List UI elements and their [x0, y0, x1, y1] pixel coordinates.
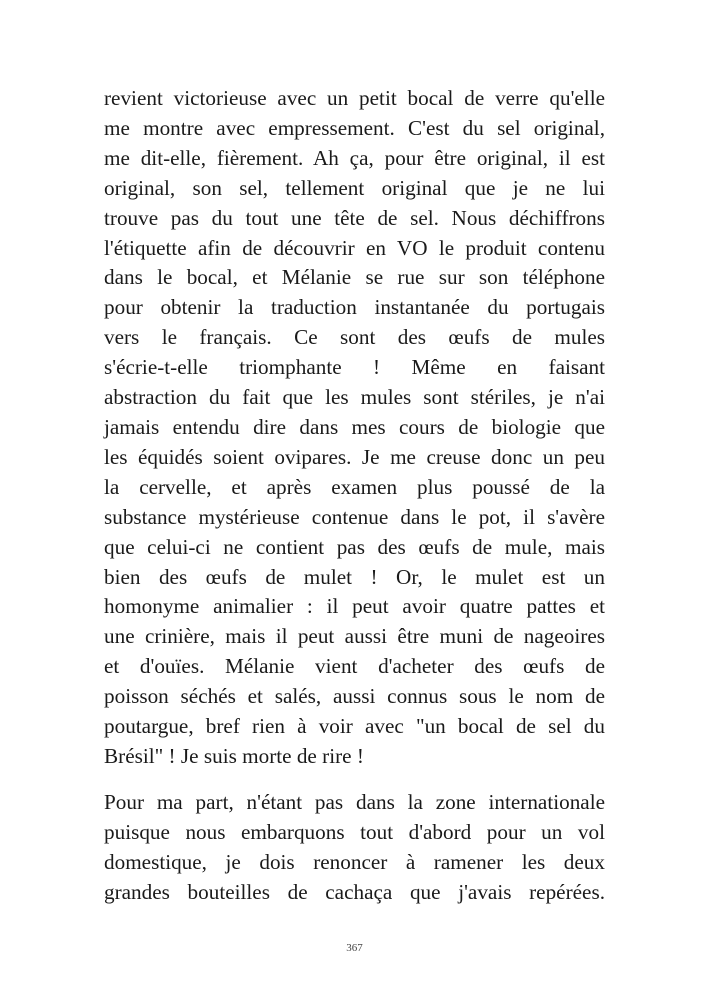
- paragraph-2: [104, 788, 605, 908]
- text-line: l'étiquette afin de découvrir en VO le produit contenu: [104, 235, 605, 260]
- text-line: original, son sel, tellement original que je ne lui: [104, 175, 605, 200]
- text-line: me dit-elle, fièrement. Ah ça, pour être original, il est: [104, 145, 605, 170]
- text-line: une crinière, mais il peut aussi être muni de nageoires: [104, 624, 605, 649]
- text-line: me montre avec empressement. C'est du sel original,: [104, 115, 605, 140]
- text-line: poutargue, bref rien à voir avec "un bocal de sel du: [104, 714, 605, 739]
- text-line: s'écrie-t-elle triomphante ! Même en faisant: [104, 355, 605, 380]
- text-line: que celui-ci ne contient pas des œufs de mule, mais: [104, 534, 605, 559]
- text-line: et d'ouïes. Mélanie vient d'acheter des œufs de: [104, 654, 605, 679]
- text-line: la cervelle, et après examen plus poussé de la: [104, 474, 605, 499]
- text-line: domestique, je dois renoncer à ramener les deux: [104, 849, 605, 874]
- page-number: 367: [346, 942, 363, 954]
- text-line: pour obtenir la traduction instantanée du portugais: [104, 295, 605, 320]
- text-line: jamais entendu dire dans mes cours de biologie que: [104, 414, 605, 439]
- paragraph-1: [104, 84, 605, 772]
- text-line-last: Brésil" ! Je suis morte de rire !: [104, 743, 364, 768]
- text-line: homonyme animalier : il peut avoir quatre pattes et: [104, 594, 605, 619]
- text-line: les équidés soient ovipares. Je me creuse donc un peu: [104, 444, 605, 469]
- text-line: dans le bocal, et Mélanie se rue sur son téléphone: [104, 265, 605, 290]
- text-line: bien des œufs de mulet ! Or, le mulet est un: [104, 564, 605, 589]
- text-line: trouve pas du tout une tête de sel. Nous déchiffrons: [104, 205, 605, 230]
- text-line: vers le français. Ce sont des œufs de mules: [104, 325, 605, 350]
- text-line: grandes bouteilles de cachaça que j'avais repérées.: [104, 879, 605, 904]
- text-line: substance mystérieuse contenue dans le pot, il s'avère: [104, 504, 605, 529]
- text-line: revient victorieuse avec un petit bocal de verre qu'elle: [104, 86, 605, 110]
- text-line: Pour ma part, n'étant pas dans la zone internationale: [104, 790, 605, 814]
- text-line: poisson séchés et salés, aussi connus sous le nom de: [104, 684, 605, 709]
- text-line: puisque nous embarquons tout d'abord pour un vol: [104, 819, 605, 844]
- text-line: abstraction du fait que les mules sont stériles, je n'ai: [104, 385, 605, 410]
